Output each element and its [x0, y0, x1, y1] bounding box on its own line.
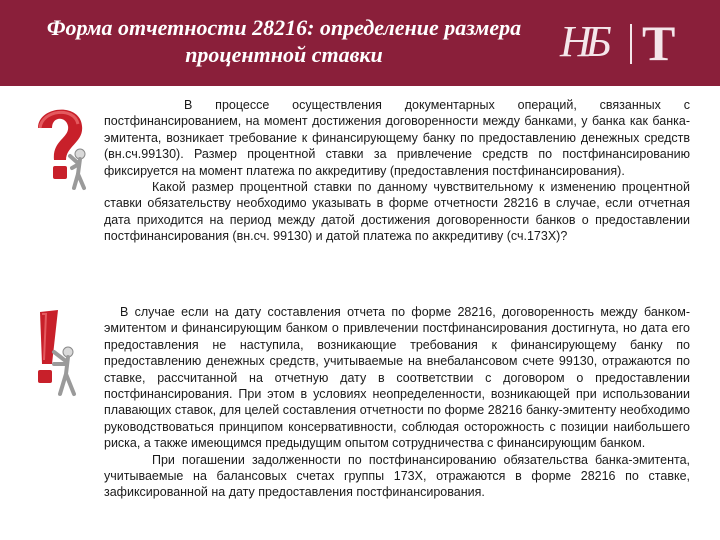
question-paragraph-2: Какой размер процентной ставки по данному чувствительному к изменению процентной ставки обязательству необходимо указывать в форме отчетности 28216 в случае, если отчетная дата приходится на период между датой достижения договоренности банков о предоставлении постфинансирования (вн.сч. 99130) и датой платежа по аккредитиву (сч.173Х)?	[104, 180, 690, 244]
slide-title	[14, 14, 554, 68]
title-bar	[0, 0, 720, 86]
answer-paragraph-1: В случае если на дату составления отчета по форме 28216, договоренность между банком-эмитентом и финансирующим банком о привлечении постфинансирования достигнута, но дата его предоставления не наступила, возникающие требования к финансирующему банку по предоставлению денежных средств, учитываемые на внебалансовом счете 99130, отражаются по ставке, рассчитанной на отчетную дату в соответствии с договором о предоставлении постфинансирования. При этом в условиях неопределенности, возникающей при использовании плавающих ставок, для целей составления отчетности по форме 28216 банку-эмитенту необходимо руководствоваться принципом консервативности, соблюдая осторожность с позиции наибольшего риска, а также имеющимся предыдущим опытом сотрудничества с финансирующим банком.	[104, 305, 690, 451]
question-paragraph-1: В процессе осуществления документарных операций, связанных с постфинансированием, на момент достижения договоренности между банками, у банка как банка-эмитента, возникает требование к финансирующему банку по предоставлению денежных средств (вн.сч.99130). Размер процентной ставки за привлечение средств по постфинансированию фиксируется на момент платежа по аккредитиву (предоставления постфинансирования).	[104, 98, 690, 178]
slide-title-line-1: Форма отчетности 28216: определение размера	[46, 15, 522, 40]
logo-divider	[630, 24, 632, 64]
exclamation-mark-figure-icon	[22, 306, 94, 402]
question-text-block	[104, 97, 690, 245]
logo-monogram: НБ	[560, 17, 606, 66]
question-mark-figure-icon	[28, 98, 100, 194]
answer-text-block	[104, 304, 690, 501]
answer-paragraph-2: При погашении задолженности по постфинансированию обязательства банка-эмитента, учитываемые на балансовых счетах группы 173Х, отражаются в форме 28216 по ставке, зафиксированной на дату предоставления постфинансирования.	[104, 452, 690, 500]
slide-title-line-2: процентной ставки	[185, 42, 383, 67]
logo-letter: Т	[642, 15, 676, 71]
bank-logo	[560, 12, 710, 74]
